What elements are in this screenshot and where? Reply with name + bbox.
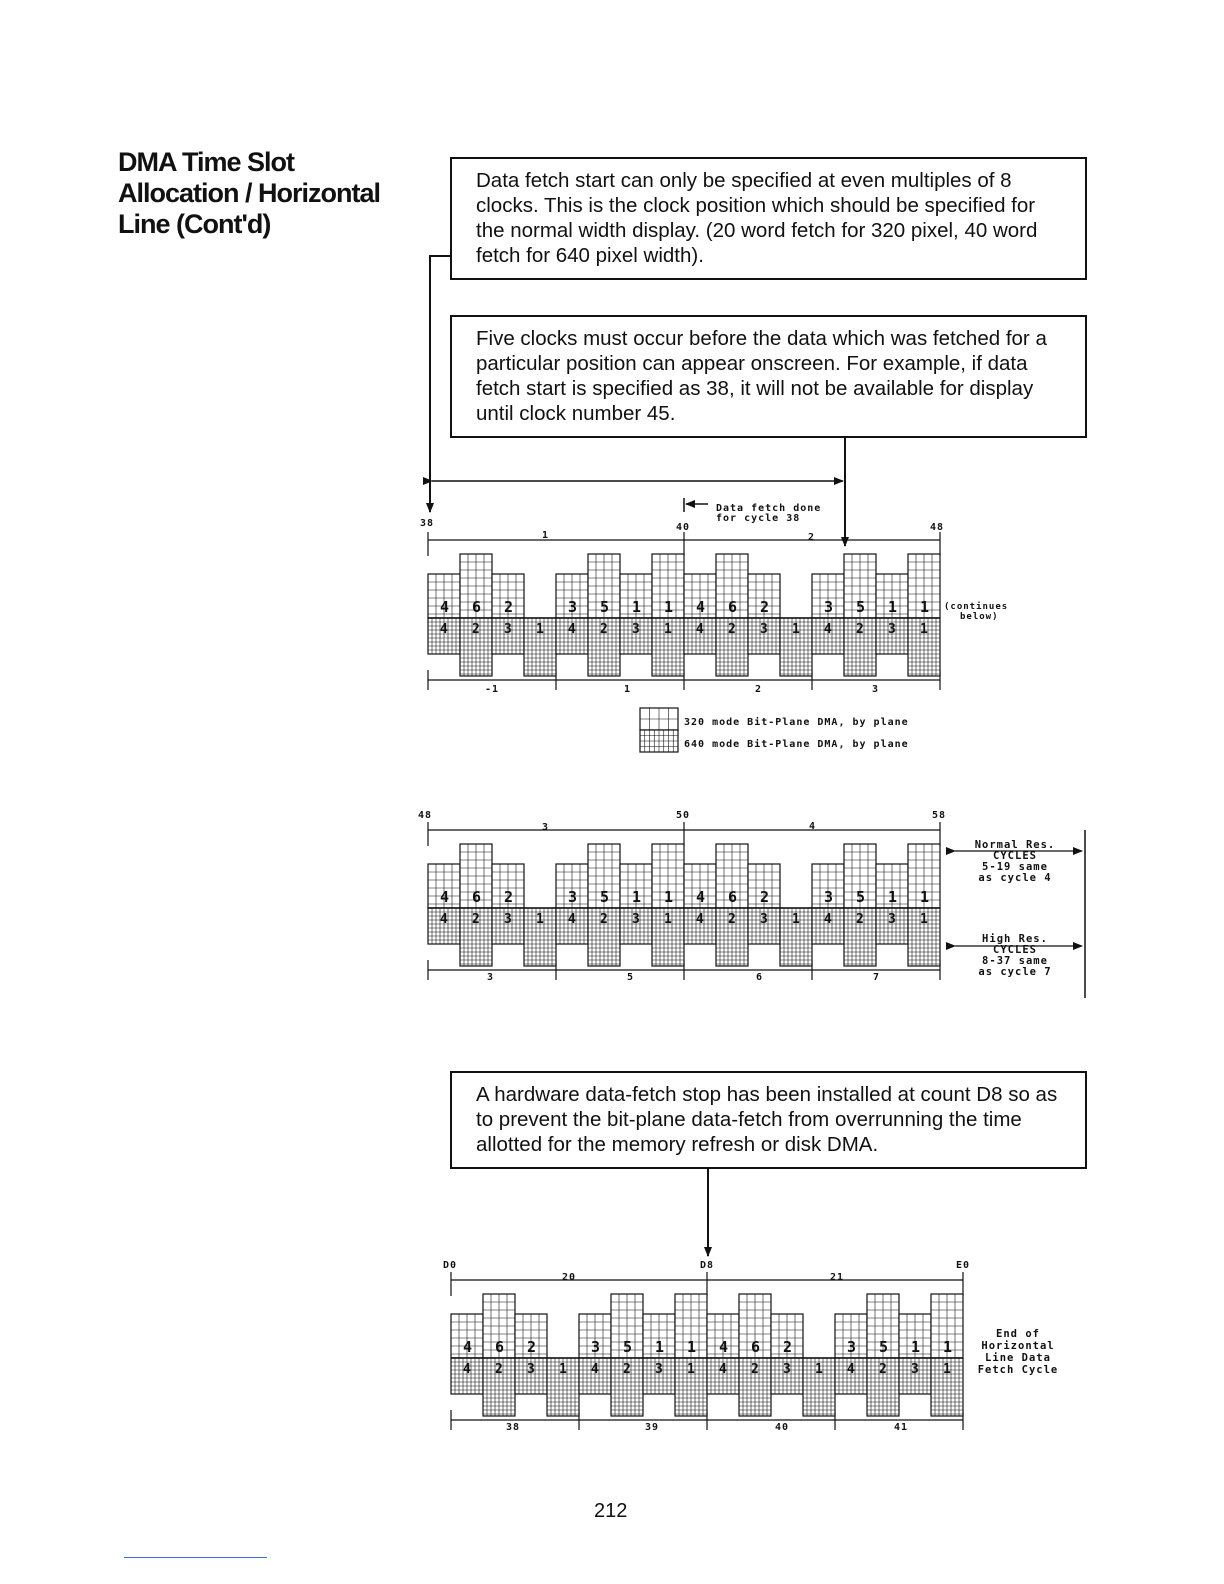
plane-label-320: 1 bbox=[920, 888, 930, 906]
plane-label-320: 1 bbox=[687, 1338, 697, 1356]
plane-label-640: 3 bbox=[760, 622, 768, 637]
plane-label-640: 3 bbox=[527, 1362, 535, 1377]
plane-label-320: 2 bbox=[783, 1338, 793, 1356]
plane-label-640: 4 bbox=[696, 622, 704, 637]
legend-640: 640 mode Bit-Plane DMA, by plane bbox=[684, 739, 909, 750]
plane-label-640: 4 bbox=[719, 1362, 727, 1377]
normal-res-line1: CYCLES bbox=[993, 850, 1037, 862]
plane-label-320: 3 bbox=[568, 598, 578, 616]
plane-label-320: 6 bbox=[728, 888, 738, 906]
plane-label-640: 1 bbox=[536, 912, 544, 927]
high-res-line1: CYCLES bbox=[993, 944, 1037, 956]
d2-pos-start: 48 bbox=[418, 810, 433, 821]
plane-label-320: 1 bbox=[943, 1338, 953, 1356]
legend-320: 320 mode Bit-Plane DMA, by plane bbox=[684, 717, 909, 728]
plane-label-640: 3 bbox=[504, 912, 512, 927]
d3-bottom-1: 39 bbox=[645, 1422, 660, 1433]
plane-label-640: 1 bbox=[792, 622, 800, 637]
plane-label-320: 6 bbox=[495, 1338, 505, 1356]
plane-label-320: 1 bbox=[664, 598, 674, 616]
plane-label-320: 6 bbox=[472, 598, 482, 616]
plane-label-640: 2 bbox=[600, 622, 608, 637]
normal-res-title: Normal Res. bbox=[974, 839, 1056, 851]
plane-label-640: 2 bbox=[856, 622, 864, 637]
d2-pos-end: 58 bbox=[932, 810, 947, 821]
d3-pos-end: E0 bbox=[956, 1260, 971, 1271]
plane-label-640: 3 bbox=[911, 1362, 919, 1377]
plane-label-640: 4 bbox=[440, 622, 448, 637]
d3-pos-mid: D8 bbox=[700, 1260, 715, 1271]
plane-label-640: 2 bbox=[472, 622, 480, 637]
high-res-line3: as cycle 7 bbox=[978, 966, 1052, 978]
plane-label-640: 4 bbox=[824, 622, 832, 637]
plane-label-320: 5 bbox=[856, 598, 866, 616]
d2-bottom-0: 3 bbox=[487, 972, 495, 983]
plane-label-320: 3 bbox=[847, 1338, 857, 1356]
plane-label-320: 4 bbox=[440, 888, 450, 906]
plane-label-640: 2 bbox=[495, 1362, 503, 1377]
plane-label-320: 5 bbox=[879, 1338, 889, 1356]
end-of-line-label bbox=[968, 1328, 1068, 1376]
plane-label-640: 4 bbox=[847, 1362, 855, 1377]
normal-res-line3: as cycle 4 bbox=[978, 872, 1052, 884]
d1-pos-start: 38 bbox=[420, 518, 435, 529]
plane-label-320: 4 bbox=[696, 598, 706, 616]
plane-label-320: 3 bbox=[824, 888, 834, 906]
plane-label-320: 4 bbox=[463, 1338, 473, 1356]
d2-pos-mid: 50 bbox=[676, 810, 691, 821]
d1-pos-mid: 40 bbox=[676, 522, 691, 533]
plane-label-320: 5 bbox=[600, 888, 610, 906]
plane-label-640: 2 bbox=[728, 622, 736, 637]
plane-label-640: 4 bbox=[463, 1362, 471, 1377]
plane-label-320: 2 bbox=[760, 888, 770, 906]
end-line-3: Line Data bbox=[985, 1352, 1051, 1364]
plane-label-640: 3 bbox=[632, 912, 640, 927]
plane-label-320: 6 bbox=[751, 1338, 761, 1356]
plane-label-640: 2 bbox=[751, 1362, 759, 1377]
note-five-clocks: Five clocks must occur before the data which was fetched for a particular position can appear onscreen. For example, if data fetch start is specified as 38, it will not be available for display until clock number 45. bbox=[450, 315, 1087, 438]
plane-label-320: 2 bbox=[504, 888, 514, 906]
plane-label-320: 1 bbox=[911, 1338, 921, 1356]
d1-cycle-a: 1 bbox=[542, 530, 550, 541]
plane-label-640: 1 bbox=[536, 622, 544, 637]
plane-label-640: 2 bbox=[623, 1362, 631, 1377]
plane-label-640: 1 bbox=[943, 1362, 951, 1377]
high-res-title: High Res. bbox=[982, 933, 1048, 945]
plane-label-640: 3 bbox=[760, 912, 768, 927]
plane-label-640: 1 bbox=[815, 1362, 823, 1377]
d3-pos-start: D0 bbox=[443, 1260, 458, 1271]
plane-label-320: 6 bbox=[472, 888, 482, 906]
d1-pos-end: 48 bbox=[930, 522, 945, 533]
plane-label-320: 4 bbox=[440, 598, 450, 616]
plane-label-320: 1 bbox=[632, 888, 642, 906]
plane-label-640: 2 bbox=[728, 912, 736, 927]
normal-res-line2: 5-19 same bbox=[982, 861, 1048, 873]
plane-label-640: 2 bbox=[472, 912, 480, 927]
plane-label-640: 4 bbox=[824, 912, 832, 927]
plane-label-640: 1 bbox=[687, 1362, 695, 1377]
plane-label-320: 2 bbox=[527, 1338, 537, 1356]
d2-bottom-1: 5 bbox=[627, 972, 635, 983]
plane-label-640: 1 bbox=[664, 622, 672, 637]
plane-label-640: 3 bbox=[632, 622, 640, 637]
plane-label-640: 4 bbox=[568, 622, 576, 637]
plane-label-640: 3 bbox=[783, 1362, 791, 1377]
d3-bottom-2: 40 bbox=[775, 1422, 790, 1433]
title-line-1: DMA Time Slot bbox=[118, 147, 295, 177]
plane-label-640: 4 bbox=[696, 912, 704, 927]
continues-label-2: below) bbox=[960, 612, 999, 622]
plane-label-640: 2 bbox=[879, 1362, 887, 1377]
plane-label-640: 4 bbox=[440, 912, 448, 927]
d3-cycle-b: 21 bbox=[830, 1272, 845, 1283]
end-line-4: Fetch Cycle bbox=[977, 1364, 1059, 1376]
plane-label-640: 3 bbox=[888, 622, 896, 637]
fetch-done-label-2: for cycle 38 bbox=[716, 513, 801, 524]
page-number: 212 bbox=[594, 1500, 628, 1522]
plane-label-320: 2 bbox=[504, 598, 514, 616]
plane-label-320: 6 bbox=[728, 598, 738, 616]
plane-label-320: 1 bbox=[888, 598, 898, 616]
plane-label-640: 2 bbox=[856, 912, 864, 927]
d2-cycle-b: 4 bbox=[809, 821, 817, 832]
high-res-line2: 8-37 same bbox=[982, 955, 1048, 967]
plane-label-320: 3 bbox=[591, 1338, 601, 1356]
plane-label-320: 4 bbox=[696, 888, 706, 906]
plane-label-640: 1 bbox=[664, 912, 672, 927]
plane-label-320: 1 bbox=[920, 598, 930, 616]
note-fetch-stop: A hardware data-fetch stop has been installed at count D8 so as to prevent the bit-plane data-fetch from overrunning the time allotted for the memory refresh or disk DMA. bbox=[450, 1071, 1087, 1169]
d1-bottom-0: -1 bbox=[485, 684, 500, 695]
plane-label-320: 5 bbox=[600, 598, 610, 616]
plane-label-640: 3 bbox=[504, 622, 512, 637]
plane-label-320: 3 bbox=[568, 888, 578, 906]
plane-label-320: 2 bbox=[760, 598, 770, 616]
plane-label-640: 4 bbox=[568, 912, 576, 927]
d2-cycle-a: 3 bbox=[542, 822, 550, 833]
plane-label-320: 1 bbox=[632, 598, 642, 616]
d3-bottom-0: 38 bbox=[506, 1422, 521, 1433]
plane-label-640: 1 bbox=[920, 622, 928, 637]
d1-bottom-1: 1 bbox=[624, 684, 632, 695]
plane-label-640: 1 bbox=[920, 912, 928, 927]
footer-rule bbox=[124, 1557, 267, 1558]
plane-label-640: 2 bbox=[600, 912, 608, 927]
note-fetch-start: Data fetch start can only be specified at even multiples of 8 clocks. This is the clock position which should be specified for the normal width display. (20 word fetch for 320 pixel, 40 word fetch for 640 pixel width). bbox=[450, 157, 1087, 280]
plane-label-320: 1 bbox=[664, 888, 674, 906]
plane-label-320: 3 bbox=[824, 598, 834, 616]
plane-label-320: 1 bbox=[888, 888, 898, 906]
d1-bottom-2: 2 bbox=[755, 684, 763, 695]
plane-label-320: 5 bbox=[856, 888, 866, 906]
end-line-2: Horizontal bbox=[981, 1340, 1055, 1352]
plane-label-320: 4 bbox=[719, 1338, 729, 1356]
d2-bottom-2: 6 bbox=[756, 972, 764, 983]
fetch-done-label-1: Data fetch done bbox=[716, 503, 822, 514]
plane-label-320: 5 bbox=[623, 1338, 633, 1356]
plane-label-640: 3 bbox=[888, 912, 896, 927]
plane-label-640: 3 bbox=[655, 1362, 663, 1377]
d2-bottom-3: 7 bbox=[873, 972, 881, 983]
continues-label-1: (continues bbox=[944, 602, 1009, 612]
d1-cycle-b: 2 bbox=[808, 532, 816, 543]
title-line-3: Line (Cont'd) bbox=[118, 209, 271, 239]
d3-cycle-a: 20 bbox=[562, 1272, 577, 1283]
d1-bottom-3: 3 bbox=[872, 684, 880, 695]
plane-label-640: 1 bbox=[792, 912, 800, 927]
plane-label-320: 1 bbox=[655, 1338, 665, 1356]
plane-label-640: 1 bbox=[559, 1362, 567, 1377]
d3-bottom-3: 41 bbox=[894, 1422, 909, 1433]
end-line-1: End of bbox=[996, 1328, 1040, 1340]
plane-label-640: 4 bbox=[591, 1362, 599, 1377]
title-line-2: Allocation / Horizontal bbox=[118, 178, 381, 208]
